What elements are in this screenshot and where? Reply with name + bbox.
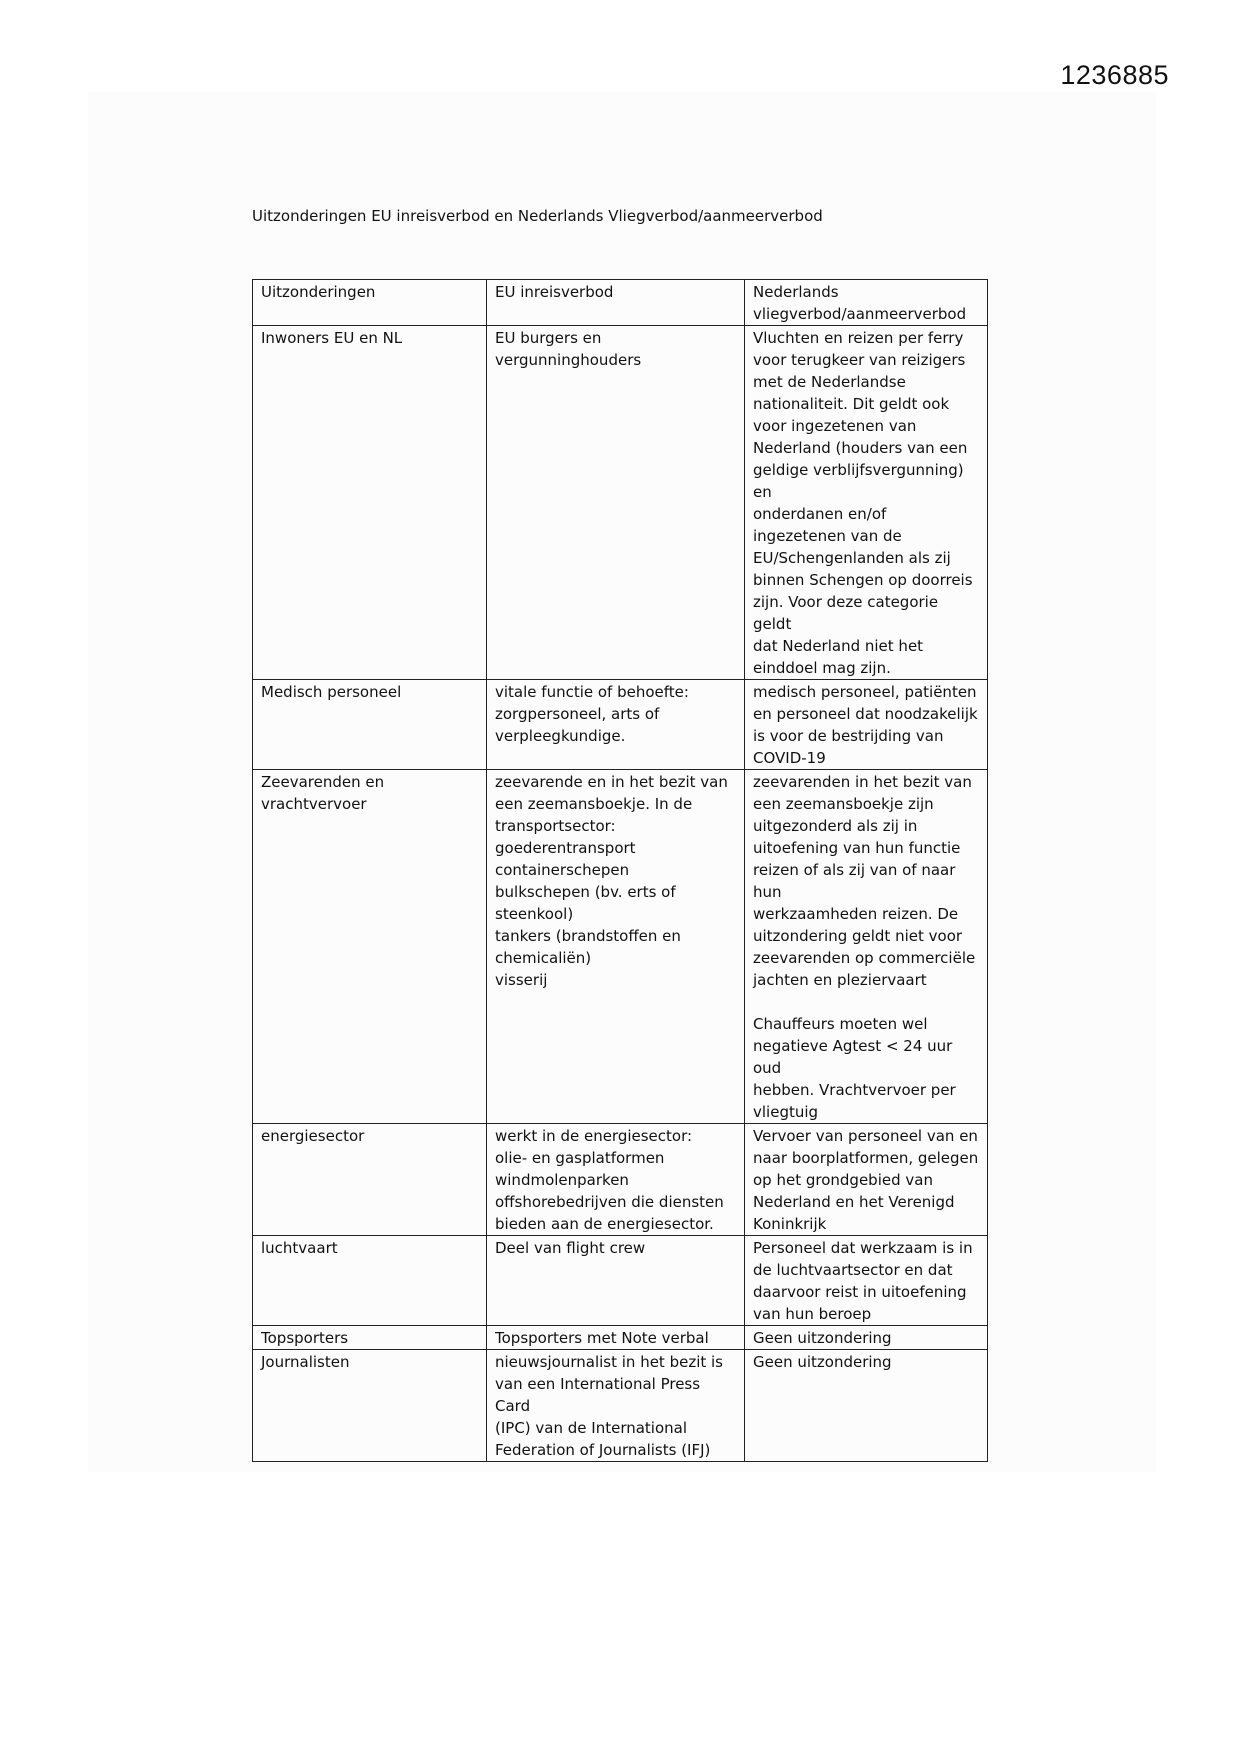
cell-eu: Topsporters met Note verbal: [487, 1326, 745, 1350]
cell-nl: zeevarenden in het bezit van een zeemansboekje zijn uitgezonderd als zij in uitoefening van hun functie reizen of als zij van of naar hun werkzaamheden reizen. De uitzondering geldt niet voor zeevarenden op commerciële jachten en pleziervaart Chauffeurs moeten wel negatieve Agtest < 24 uur oud hebben. Vrachtvervoer per vliegtuig: [745, 770, 988, 1124]
header-row: [253, 280, 988, 326]
header-eu-entry-ban: EU inreisverbod: [487, 280, 745, 326]
header-category: Uitzonderingen: [253, 280, 487, 326]
cell-category: Zeevarenden en vrachtvervoer: [253, 770, 487, 1124]
table-row: [253, 1236, 988, 1326]
cell-eu: werkt in de energiesector: olie- en gasplatformen windmolenparken offshorebedrijven die diensten bieden aan de energiesector.: [487, 1124, 745, 1236]
table-row: [253, 770, 988, 1124]
cell-category: Topsporters: [253, 1326, 487, 1350]
cell-eu: zeevarende en in het bezit van een zeemansboekje. In de transportsector: goederentransport containerschepen bulkschepen (bv. erts of steenkool) tankers (brandstoffen en chemicaliën) visserij: [487, 770, 745, 1124]
header-nl-flight-ban: Nederlands vliegverbod/aanmeerverbod: [745, 280, 988, 326]
cell-eu: EU burgers en vergunninghouders: [487, 326, 745, 680]
table-row: [253, 680, 988, 770]
cell-category: Inwoners EU en NL: [253, 326, 487, 680]
cell-nl: Vervoer van personeel van en naar boorplatformen, gelegen op het grondgebied van Nederland en het Verenigd Koninkrijk: [745, 1124, 988, 1236]
document-number: 1236885: [1060, 60, 1169, 90]
cell-eu: vitale functie of behoefte: zorgpersoneel, arts of verpleegkundige.: [487, 680, 745, 770]
cell-nl: Geen uitzondering: [745, 1350, 988, 1462]
table-body: [253, 326, 988, 1462]
cell-category: luchtvaart: [253, 1236, 487, 1326]
cell-eu: nieuwsjournalist in het bezit is van een International Press Card (IPC) van de International Federation of Journalists (IFJ): [487, 1350, 745, 1462]
cell-nl: Personeel dat werkzaam is in de luchtvaartsector en dat daarvoor reist in uitoefening van hun beroep: [745, 1236, 988, 1326]
table-row: [253, 1326, 988, 1350]
cell-nl: Geen uitzondering: [745, 1326, 988, 1350]
document-title: Uitzonderingen EU inreisverbod en Nederlands Vliegverbod/aanmeerverbod: [252, 207, 823, 225]
table-header: [253, 280, 988, 326]
table-row: [253, 326, 988, 680]
cell-category: Journalisten: [253, 1350, 487, 1462]
table-row: [253, 1124, 988, 1236]
table-row: [253, 1350, 988, 1462]
cell-category: energiesector: [253, 1124, 487, 1236]
cell-category: Medisch personeel: [253, 680, 487, 770]
cell-eu: Deel van flight crew: [487, 1236, 745, 1326]
cell-nl: medisch personeel, patiënten en personeel dat noodzakelijk is voor de bestrijding van COVID-19: [745, 680, 988, 770]
cell-nl: Vluchten en reizen per ferry voor terugkeer van reizigers met de Nederlandse nationaliteit. Dit geldt ook voor ingezetenen van Nederland (houders van een geldige verblijfsvergunning) en onderdanen en/of ingezetenen van de EU/Schengenlanden als zij binnen Schengen op doorreis zijn. Voor deze categorie geldt dat Nederland niet het einddoel mag zijn.: [745, 326, 988, 680]
exceptions-table: [252, 279, 988, 1462]
